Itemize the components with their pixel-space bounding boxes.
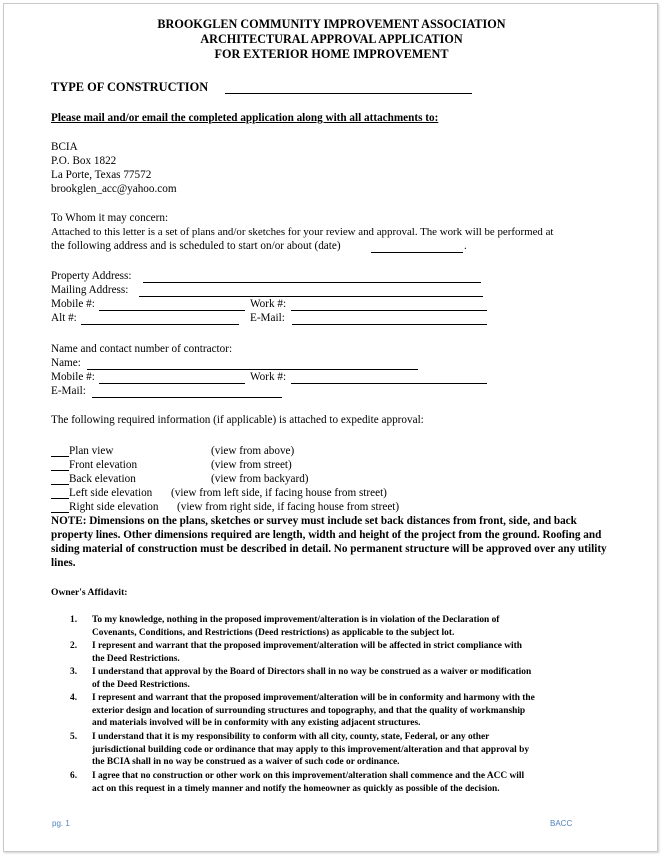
- check-desc-right-side-elevation: (view from right side, if facing house from street): [177, 501, 400, 513]
- header-org-name: BROOKGLEN COMMUNITY IMPROVEMENT ASSOCIATION: [157, 17, 506, 31]
- mailing-address-field[interactable]: [139, 296, 483, 297]
- affidavit-line: the Deed Restrictions.: [92, 653, 180, 664]
- affidavit-item-1: [92, 614, 622, 639]
- mailing-city: La Porte, Texas 77572: [51, 169, 152, 181]
- affidavit-line: I agree that no construction or other work on this improvement/alteration shall commence and the ACC will: [92, 771, 525, 781]
- property-address-field[interactable]: [143, 282, 481, 283]
- construction-type-label: TYPE OF CONSTRUCTION: [51, 80, 209, 94]
- owner-alt-field[interactable]: [81, 324, 239, 325]
- check-item-front-elevation: Front elevation: [69, 459, 138, 471]
- header-form-name: ARCHITECTURAL APPROVAL APPLICATION: [200, 32, 463, 46]
- affidavit-number: 2.: [70, 641, 78, 651]
- affidavit-title: Owner's Affidavit:: [51, 587, 128, 598]
- mail-instruction: Please mail and/or email the completed application along with all attachments to:: [51, 112, 439, 124]
- contractor-work-label: Work #:: [250, 371, 287, 383]
- header-form-subtitle: FOR EXTERIOR HOME IMPROVEMENT: [214, 47, 449, 61]
- affidavit-line: and materials involved will be in conformity with any existing adjacent structures.: [92, 718, 421, 729]
- construction-type-field[interactable]: [225, 93, 472, 94]
- check-item-right-side-elevation: Right side elevation: [69, 501, 159, 513]
- affidavit-line: I represent and warrant that the proposed improvement/alteration will be in conformity and harmony with the: [92, 693, 535, 703]
- mailing-address-label: Mailing Address:: [51, 284, 129, 296]
- required-info-intro: The following required information (if applicable) is attached to expedite approval:: [51, 414, 424, 426]
- mailing-po-box: P.O. Box 1822: [51, 155, 117, 167]
- footer-page-number: pg. 1: [52, 819, 70, 828]
- letter-body-line1: Attached to this letter is a set of plans and/or sketches for your review and approval. The work will be performed at: [51, 226, 554, 238]
- affidavit-item-6: [92, 770, 622, 795]
- contractor-name-label: Name:: [51, 357, 81, 369]
- property-address-label: Property Address:: [51, 270, 132, 282]
- affidavit-item-4: [92, 692, 622, 730]
- affidavit-line: I represent and warrant that the proposed improvement/alteration will be affected in strict compliance with: [92, 641, 522, 651]
- owner-email-label: E-Mail:: [250, 312, 285, 324]
- checkbox-front-elevation[interactable]: [51, 470, 69, 471]
- owner-mobile-label: Mobile #:: [51, 298, 95, 310]
- footer-org-code: BACC: [550, 819, 573, 828]
- checkbox-left-side-elevation[interactable]: [51, 498, 69, 499]
- owner-alt-label: Alt #:: [51, 312, 77, 324]
- affidavit-line: of the Deed Restrictions.: [92, 679, 190, 690]
- affidavit-line: act on this request in a timely manner and notify the homeowner as quickly as possible of the decision.: [92, 783, 500, 794]
- mailing-email: brookglen_acc@yahoo.com: [51, 183, 177, 195]
- dimensions-note: NOTE: Dimensions on the plans, sketches or survey must include set back distances from front, side, and back property lines. Other dimensions required are length, width and height of the project from the ground. Roofing and siding material of construction must be described in detail. No permanent structure will be approved over any utility lines.: [51, 515, 607, 569]
- contractor-mobile-label: Mobile #:: [51, 371, 95, 383]
- affidavit-number: 6.: [70, 771, 78, 781]
- affidavit-number: 3.: [70, 667, 78, 677]
- affidavit-number: 1.: [70, 615, 78, 625]
- check-item-plan-view: Plan view: [69, 445, 114, 457]
- affidavit-item-5: [92, 731, 622, 769]
- owner-mobile-field[interactable]: [99, 310, 245, 311]
- check-desc-back-elevation: (view from backyard): [211, 473, 309, 485]
- checkbox-plan-view[interactable]: [51, 456, 69, 457]
- contractor-work-field[interactable]: [291, 383, 487, 384]
- affidavit-line: Covenants, Conditions, and Restrictions (Deed restrictions) as applicable to the subject lot.: [92, 627, 455, 638]
- checkbox-right-side-elevation[interactable]: [51, 512, 69, 513]
- start-date-field[interactable]: [371, 252, 463, 253]
- affidavit-line: jurisdictional building code or ordinance that may apply to this improvement/alteration and that approval by: [92, 744, 530, 755]
- contractor-email-label: E-Mail:: [51, 385, 86, 397]
- affidavit-item-2: [92, 640, 622, 665]
- mailing-name: BCIA: [51, 141, 78, 153]
- check-desc-front-elevation: (view from street): [211, 459, 292, 471]
- document-page: [3, 3, 658, 852]
- affidavit-number: 4.: [70, 693, 78, 703]
- owner-work-field[interactable]: [291, 310, 487, 311]
- affidavit-line: To my knowledge, nothing in the proposed improvement/alteration is in violation of the Declaration of: [92, 615, 500, 625]
- letter-salutation: To Whom it may concern:: [51, 212, 169, 224]
- contractor-email-field[interactable]: [92, 397, 282, 398]
- affidavit-line: I understand that it is my responsibility to conform with all city, county, state, Federal, or any other: [92, 732, 490, 742]
- affidavit-item-3: [92, 666, 622, 691]
- affidavit-line: I understand that approval by the Board of Directors shall in no way be construed as a waiver or modification: [92, 667, 532, 677]
- owner-work-label: Work #:: [250, 298, 287, 310]
- letter-body-line2: the following address and is scheduled to start on/or about (date): [51, 240, 341, 252]
- affidavit-line: exterior design and location of surrounding structures and topography, and that the quality of workmanship: [92, 705, 526, 716]
- contractor-mobile-field[interactable]: [99, 383, 245, 384]
- affidavit-number: 5.: [70, 732, 78, 742]
- affidavit-line: the BCIA shall in no way be construed as a waiver of such code or ordinance.: [92, 757, 400, 768]
- check-item-left-side-elevation: Left side elevation: [69, 487, 153, 499]
- checkbox-back-elevation[interactable]: [51, 484, 69, 485]
- check-desc-left-side-elevation: (view from left side, if facing house from street): [171, 487, 387, 499]
- check-desc-plan-view: (view from above): [211, 445, 295, 457]
- check-item-back-elevation: Back elevation: [69, 473, 136, 485]
- owner-email-field[interactable]: [292, 324, 487, 325]
- contractor-heading: Name and contact number of contractor:: [51, 343, 233, 355]
- letter-body-end: .: [464, 240, 467, 252]
